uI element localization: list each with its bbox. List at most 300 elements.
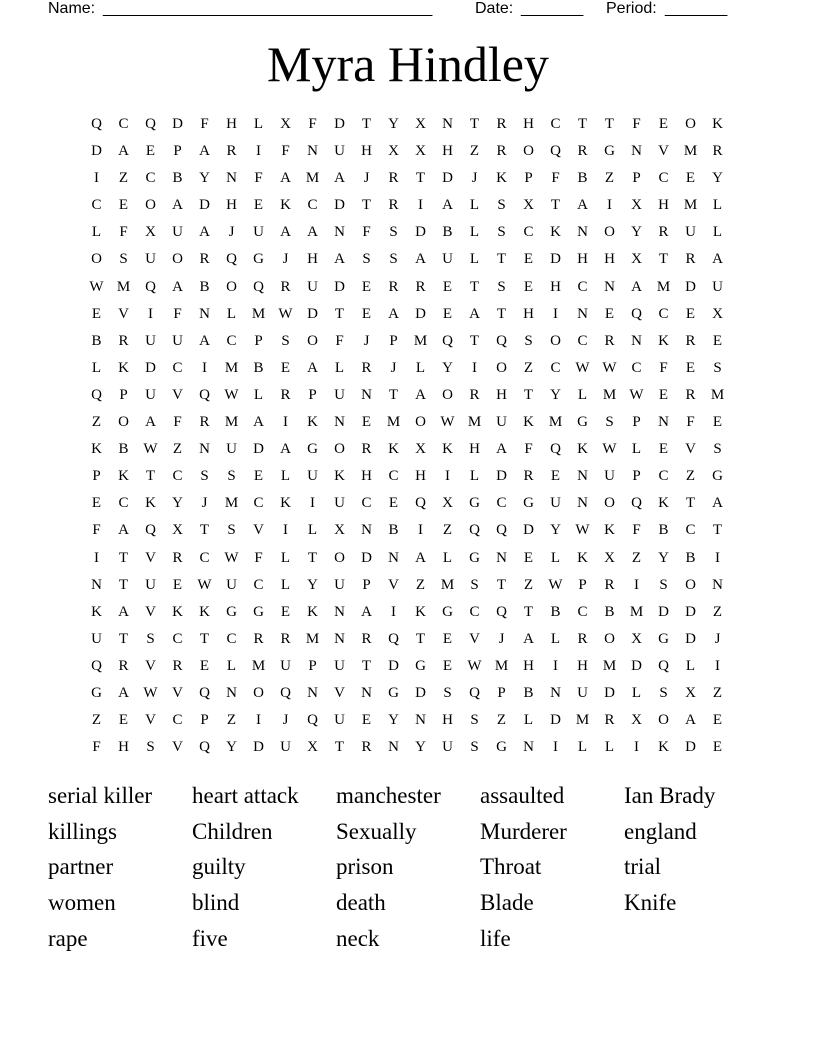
grid-letter: A [415, 549, 426, 566]
grid-letter: A [118, 143, 129, 160]
grid-letter: Q [469, 522, 480, 539]
grid-letter: F [524, 441, 533, 458]
grid-letter: A [307, 359, 318, 376]
grid-letter: G [388, 684, 399, 701]
grid-letter: V [685, 441, 696, 458]
grid-letter: J [363, 170, 370, 187]
grid-letter: X [145, 224, 156, 241]
grid-letter: Z [415, 576, 426, 593]
grid-letter: L [712, 197, 723, 214]
grid-letter: K [334, 468, 345, 485]
grid-letter: W [224, 549, 239, 566]
grid-letter: T [469, 332, 480, 349]
grid-letter: N [523, 739, 534, 756]
grid-letter: R [685, 386, 696, 403]
grid-letter: F [632, 522, 641, 539]
grid-letter: W [278, 305, 293, 322]
grid-letter: N [631, 332, 642, 349]
grid-letter: L [604, 739, 615, 756]
grid-letter: C [469, 603, 480, 620]
grid-letter: C [631, 359, 642, 376]
grid-letter: W [629, 386, 644, 403]
grid-letter: Z [685, 468, 696, 485]
grid-letter: S [389, 251, 398, 268]
grid-letter: I [553, 657, 558, 674]
grid-letter: P [308, 386, 317, 403]
grid-letter: R [361, 359, 372, 376]
grid-letter: Z [91, 414, 102, 431]
grid-letter: Q [550, 143, 561, 160]
grid-letter: J [282, 251, 289, 268]
grid-letter: F [92, 522, 101, 539]
grid-letter: C [253, 576, 264, 593]
grid-letter: Y [388, 116, 399, 132]
grid-letter: B [550, 603, 561, 620]
grid-letter: T [118, 576, 129, 593]
grid-letter: Z [523, 359, 534, 376]
grid-letter: L [712, 224, 723, 241]
grid-letter: R [523, 468, 534, 485]
grid-letter: R [388, 278, 399, 295]
grid-letter: T [388, 386, 399, 403]
grid-letter: U [334, 712, 345, 729]
grid-letter: E [172, 576, 183, 593]
grid-letter: V [118, 305, 129, 322]
grid-letter: E [361, 414, 372, 431]
grid-letter: C [577, 278, 588, 295]
grid-letter: H [604, 251, 615, 268]
grid-letter: N [712, 576, 723, 593]
grid-letter: H [577, 251, 588, 268]
grid-letter: A [415, 251, 426, 268]
grid-letter: H [550, 278, 561, 295]
grid-letter: O [145, 197, 156, 214]
grid-letter: E [442, 657, 453, 674]
grid-letter: M [305, 170, 320, 187]
grid-letter: N [577, 224, 588, 241]
grid-letter: T [712, 522, 723, 539]
grid-letter: V [388, 576, 399, 593]
grid-letter: N [496, 549, 507, 566]
grid-letter: K [199, 603, 210, 620]
grid-letter: E [685, 305, 696, 322]
grid-letter: O [685, 116, 696, 132]
grid-letter: S [497, 224, 506, 241]
grid-letter: D [361, 549, 372, 566]
grid-letter: A [199, 332, 210, 349]
grid-letter: S [443, 684, 452, 701]
grid-letter: D [604, 684, 615, 701]
grid-letter: V [469, 630, 480, 647]
letter-grid [83, 111, 731, 761]
grid-letter: Y [550, 522, 561, 539]
grid-letter: R [118, 332, 129, 349]
grid-letter: C [145, 170, 156, 187]
grid-letter: W [548, 576, 563, 593]
grid-letter: B [199, 278, 210, 295]
grid-letter: E [685, 359, 696, 376]
grid-letter: X [388, 143, 399, 160]
grid-letter: A [199, 224, 210, 241]
word-list-item: Sexually [336, 818, 417, 844]
grid-letter: T [307, 549, 318, 566]
grid-letter: Q [199, 684, 210, 701]
grid-letter: V [334, 684, 345, 701]
grid-letter: Q [415, 495, 426, 512]
grid-letter: T [523, 603, 534, 620]
grid-letter: U [604, 468, 615, 485]
grid-letter: L [307, 522, 318, 539]
grid-letter: G [442, 603, 453, 620]
grid-letter: O [442, 386, 453, 403]
grid-letter: D [496, 468, 507, 485]
grid-letter: R [658, 224, 669, 241]
grid-letter: E [550, 468, 561, 485]
grid-letter: P [524, 170, 533, 187]
grid-letter: Q [307, 712, 318, 729]
grid-letter: T [415, 630, 426, 647]
grid-letter: X [631, 251, 642, 268]
grid-letter: M [224, 495, 239, 512]
grid-letter: H [577, 657, 588, 674]
grid-letter: O [604, 495, 615, 512]
grid-letter: H [226, 197, 237, 214]
grid-letter: N [334, 414, 345, 431]
grid-letter: D [685, 630, 696, 647]
grid-letter: C [226, 630, 237, 647]
grid-letter: U [172, 332, 183, 349]
grid-letter: E [442, 305, 453, 322]
grid-letter: A [334, 170, 345, 187]
grid-letter: R [577, 143, 588, 160]
grid-letter: G [523, 495, 534, 512]
grid-letter: F [173, 305, 182, 322]
grid-letter: M [116, 278, 131, 295]
grid-letter: K [118, 468, 129, 485]
grid-letter: U [145, 332, 156, 349]
grid-letter: P [578, 576, 587, 593]
grid-letter: I [391, 603, 396, 620]
grid-letter: D [145, 359, 156, 376]
grid-letter: X [307, 739, 318, 756]
grid-letter: G [91, 684, 102, 701]
grid-letter: P [254, 332, 263, 349]
grid-letter: X [415, 143, 426, 160]
grid-letter: B [118, 441, 129, 458]
grid-letter: C [658, 468, 669, 485]
grid-letter: W [602, 359, 617, 376]
grid-letter: T [334, 739, 345, 756]
grid-letter: S [227, 522, 236, 539]
grid-letter: H [307, 251, 318, 268]
grid-letter: N [388, 549, 399, 566]
grid-letter: W [575, 359, 590, 376]
word-list-item: life [480, 925, 511, 951]
grid-letter: W [143, 684, 158, 701]
grid-letter: T [145, 468, 156, 485]
grid-letter: M [386, 414, 401, 431]
grid-letter: C [685, 522, 696, 539]
grid-letter: L [280, 549, 291, 566]
grid-letter: L [226, 657, 237, 674]
grid-letter: H [442, 712, 453, 729]
grid-letter: Y [631, 224, 642, 241]
grid-letter: Q [226, 251, 237, 268]
grid-letter: R [469, 386, 480, 403]
grid-letter: Q [91, 657, 102, 674]
grid-letter: A [685, 712, 696, 729]
grid-letter: T [604, 116, 615, 132]
grid-letter: Q [658, 657, 669, 674]
grid-letter: L [253, 386, 264, 403]
grid-letter: F [686, 414, 695, 431]
grid-letter: A [118, 684, 129, 701]
grid-letter: B [172, 170, 183, 187]
grid-letter: Y [442, 359, 453, 376]
grid-letter: K [172, 603, 183, 620]
grid-letter: L [280, 468, 291, 485]
grid-letter: F [200, 116, 209, 132]
grid-letter: L [523, 712, 534, 729]
grid-letter: I [472, 359, 477, 376]
grid-letter: U [577, 684, 588, 701]
grid-letter: Q [442, 332, 453, 349]
grid-letter: Z [442, 522, 453, 539]
grid-letter: R [280, 386, 291, 403]
grid-letter: O [172, 251, 183, 268]
grid-letter: I [283, 414, 288, 431]
grid-letter: T [469, 278, 480, 295]
word-list-item: killings [48, 818, 118, 844]
grid-letter: I [283, 522, 288, 539]
grid-letter: B [658, 522, 669, 539]
grid-letter: U [442, 251, 453, 268]
grid-letter: E [523, 549, 534, 566]
grid-letter: C [577, 332, 588, 349]
grid-letter: V [145, 549, 156, 566]
grid-letter: C [91, 197, 102, 214]
period-label: Period: [606, 0, 657, 17]
grid-letter: M [440, 576, 455, 593]
grid-letter: Q [631, 495, 642, 512]
grid-letter: U [550, 495, 561, 512]
grid-letter: F [119, 224, 128, 241]
grid-letter: D [658, 603, 669, 620]
grid-letter: S [497, 197, 506, 214]
grid-letter: R [496, 143, 507, 160]
grid-letter: N [577, 495, 588, 512]
word-list-item: Children [192, 818, 273, 844]
word-list-item: death [336, 890, 386, 916]
grid-letter: K [577, 441, 588, 458]
word-list-item: Murderer [480, 818, 567, 844]
grid-letter: T [415, 170, 426, 187]
grid-letter: I [256, 143, 261, 160]
grid-letter: T [496, 305, 507, 322]
grid-letter: L [577, 386, 588, 403]
grid-letter: L [334, 359, 345, 376]
grid-letter: T [361, 116, 372, 132]
grid-letter: M [548, 414, 563, 431]
grid-letter: E [199, 657, 210, 674]
grid-letter: R [604, 712, 615, 729]
grid-letter: Y [415, 739, 426, 756]
grid-letter: D [415, 224, 426, 241]
grid-letter: N [604, 278, 615, 295]
grid-letter: A [118, 603, 129, 620]
grid-letter: H [496, 386, 507, 403]
grid-letter: K [712, 116, 723, 132]
grid-letter: Q [199, 386, 210, 403]
grid-letter: K [442, 441, 453, 458]
grid-letter: I [445, 468, 450, 485]
grid-letter: R [712, 143, 723, 160]
grid-letter: I [634, 739, 639, 756]
grid-letter: R [496, 116, 507, 132]
grid-letter: F [92, 739, 101, 756]
grid-letter: R [388, 197, 399, 214]
grid-letter: A [172, 197, 183, 214]
word-list-item: neck [336, 925, 380, 951]
grid-letter: T [685, 495, 696, 512]
grid-letter: W [197, 576, 212, 593]
grid-letter: D [550, 712, 561, 729]
grid-letter: O [496, 359, 507, 376]
grid-letter: C [307, 197, 318, 214]
grid-letter: G [253, 603, 264, 620]
grid-letter: S [200, 468, 209, 485]
grid-letter: N [307, 143, 318, 160]
grid-letter: M [494, 657, 509, 674]
grid-letter: Z [631, 549, 642, 566]
grid-letter: R [280, 630, 291, 647]
word-list-item: Ian Brady [624, 783, 716, 808]
grid-letter: U [685, 224, 696, 241]
grid-letter: N [334, 224, 345, 241]
grid-letter: D [334, 116, 345, 132]
grid-letter: Z [172, 441, 183, 458]
grid-letter: O [685, 576, 696, 593]
grid-letter: A [361, 603, 372, 620]
grid-letter: M [602, 657, 617, 674]
grid-letter: M [413, 332, 428, 349]
grid-letter: V [145, 712, 156, 729]
grid-letter: D [253, 739, 264, 756]
grid-letter: H [469, 441, 480, 458]
word-list-item: partner [48, 854, 114, 880]
grid-letter: G [577, 414, 588, 431]
word-list-item: england [624, 818, 697, 844]
grid-letter: D [550, 251, 561, 268]
grid-letter: O [334, 549, 345, 566]
grid-letter: C [226, 332, 237, 349]
grid-letter: K [415, 603, 426, 620]
grid-letter: N [442, 116, 453, 132]
word-list-item: heart attack [192, 783, 299, 808]
grid-letter: G [415, 657, 426, 674]
grid-letter: Y [550, 386, 561, 403]
grid-letter: X [631, 630, 642, 647]
grid-letter: E [388, 495, 399, 512]
grid-letter: R [361, 739, 372, 756]
grid-letter: G [226, 603, 237, 620]
grid-letter: X [334, 522, 345, 539]
grid-letter: L [91, 359, 102, 376]
grid-letter: G [496, 739, 507, 756]
grid-letter: W [89, 278, 104, 295]
grid-letter: J [201, 495, 208, 512]
grid-letter: N [334, 630, 345, 647]
grid-letter: U [496, 414, 507, 431]
grid-letter: U [172, 224, 183, 241]
grid-letter: P [173, 143, 182, 160]
word-list-item: women [48, 890, 116, 916]
grid-letter: I [715, 657, 720, 674]
grid-letter: M [224, 359, 239, 376]
grid-letter: B [388, 522, 399, 539]
grid-letter: I [94, 549, 99, 566]
grid-letter: H [523, 116, 534, 132]
grid-letter: D [199, 197, 210, 214]
grid-letter: U [334, 657, 345, 674]
grid-letter: M [467, 414, 482, 431]
grid-letter: O [118, 414, 129, 431]
grid-letter: D [523, 522, 534, 539]
grid-letter: C [172, 630, 183, 647]
grid-letter: N [550, 684, 561, 701]
grid-letter: A [712, 495, 723, 512]
grid-letter: S [119, 251, 128, 268]
grid-letter: E [118, 712, 129, 729]
grid-letter: E [712, 739, 723, 756]
grid-letter: C [658, 170, 669, 187]
grid-letter: J [282, 712, 289, 729]
grid-letter: K [577, 549, 588, 566]
grid-letter: H [523, 305, 534, 322]
grid-letter: D [253, 441, 264, 458]
grid-letter: L [550, 549, 561, 566]
grid-letter: U [91, 630, 102, 647]
grid-letter: E [523, 278, 534, 295]
grid-letter: N [388, 739, 399, 756]
grid-letter: O [253, 684, 264, 701]
grid-letter: Q [631, 305, 642, 322]
grid-letter: H [361, 143, 372, 160]
grid-letter: U [280, 657, 291, 674]
grid-letter: R [199, 414, 210, 431]
grid-letter: A [280, 441, 291, 458]
grid-letter: Q [253, 278, 264, 295]
grid-letter: N [577, 305, 588, 322]
grid-letter: I [553, 305, 558, 322]
grid-letter: K [145, 495, 156, 512]
word-list-item: assaulted [480, 783, 565, 808]
grid-letter: S [713, 359, 722, 376]
grid-letter: R [604, 332, 615, 349]
word-list-item: Knife [624, 890, 677, 916]
grid-letter: Q [280, 684, 291, 701]
word-list-item: trial [624, 854, 662, 880]
grid-letter: W [440, 414, 455, 431]
grid-letter: X [442, 495, 453, 512]
grid-letter: V [145, 657, 156, 674]
grid-letter: V [253, 522, 264, 539]
grid-letter: K [658, 495, 669, 512]
grid-letter: N [658, 414, 669, 431]
grid-letter: S [146, 630, 155, 647]
grid-letter: G [469, 495, 480, 512]
grid-letter: L [469, 251, 480, 268]
